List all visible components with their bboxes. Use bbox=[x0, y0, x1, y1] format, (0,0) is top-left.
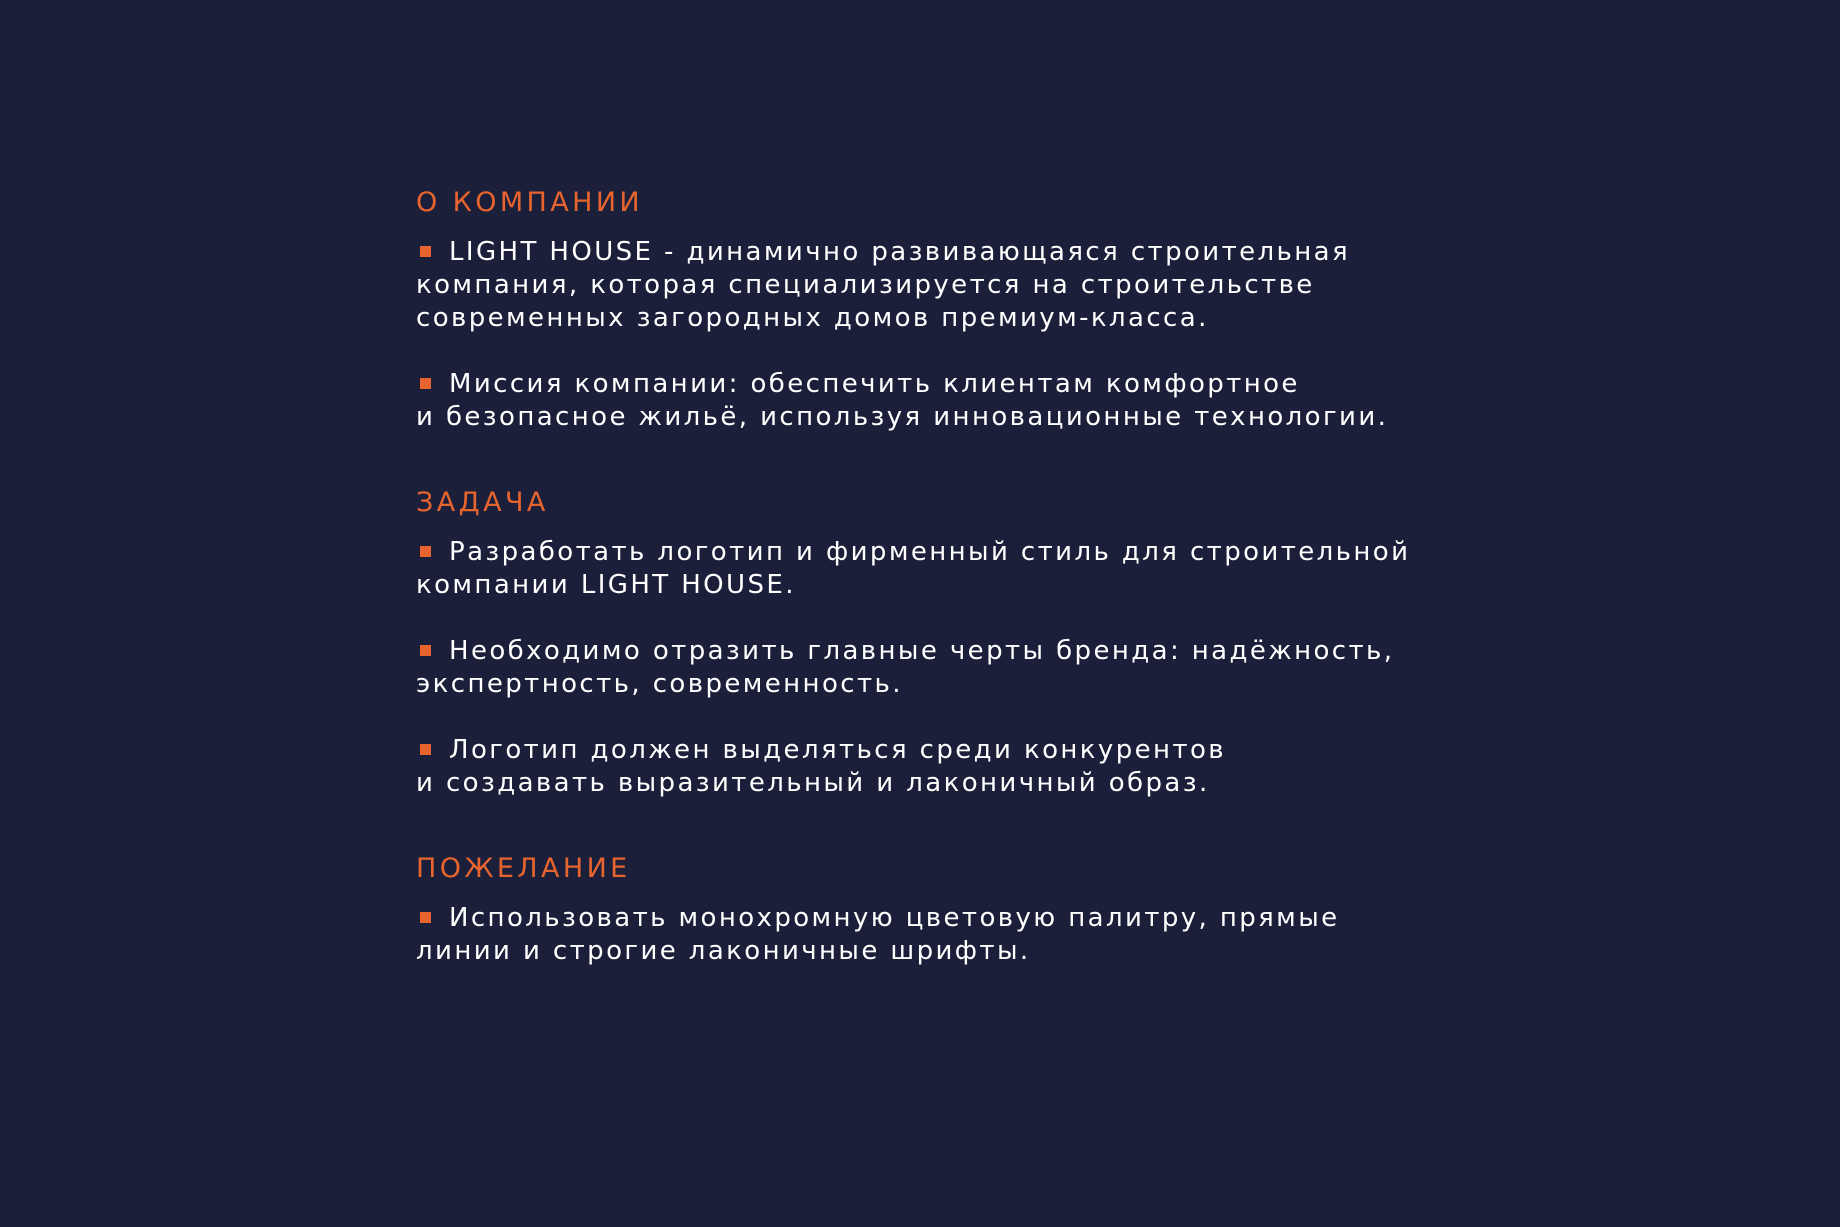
list-item bbox=[416, 902, 1476, 968]
item-line bbox=[416, 536, 1476, 569]
square-bullet-icon bbox=[420, 246, 431, 257]
section-wish bbox=[416, 852, 1476, 968]
section-about-company bbox=[416, 186, 1476, 434]
item-text: Необходимо отразить главные черты бренда: надёжность, bbox=[449, 636, 1395, 666]
item-line: компания, которая специализируется на строительстве bbox=[416, 270, 1315, 300]
item-line: современных загородных домов премиум-класса. bbox=[416, 303, 1209, 333]
item-line bbox=[416, 368, 1476, 401]
list-item bbox=[416, 635, 1476, 701]
item-text: Использовать монохромную цветовую палитру, прямые bbox=[449, 903, 1340, 933]
section-heading: ПОЖЕЛАНИЕ bbox=[416, 853, 631, 884]
list-item bbox=[416, 368, 1476, 434]
item-line bbox=[416, 734, 1476, 767]
item-line bbox=[416, 236, 1476, 269]
section-heading: ЗАДАЧА bbox=[416, 487, 549, 518]
item-line: экспертность, современность. bbox=[416, 669, 903, 699]
item-line: и безопасное жильё, используя инновационные технологии. bbox=[416, 402, 1389, 432]
brief-content bbox=[416, 186, 1476, 968]
section-task bbox=[416, 486, 1476, 800]
list-item bbox=[416, 734, 1476, 800]
item-line bbox=[416, 902, 1476, 935]
item-line: линии и строгие лаконичные шрифты. bbox=[416, 936, 1031, 966]
item-text: LIGHT HOUSE - динамично развивающаяся строительная bbox=[449, 237, 1351, 267]
square-bullet-icon bbox=[420, 378, 431, 389]
square-bullet-icon bbox=[420, 546, 431, 557]
item-text: Разработать логотип и фирменный стиль для строительной bbox=[449, 537, 1411, 567]
square-bullet-icon bbox=[420, 645, 431, 656]
section-heading: О КОМПАНИИ bbox=[416, 187, 644, 218]
square-bullet-icon bbox=[420, 744, 431, 755]
item-line bbox=[416, 635, 1476, 668]
item-line: и создавать выразительный и лаконичный образ. bbox=[416, 768, 1210, 798]
item-line: компании LIGHT HOUSE. bbox=[416, 570, 796, 600]
item-text: Миссия компании: обеспечить клиентам комфортное bbox=[449, 369, 1300, 399]
item-text: Логотип должен выделяться среди конкурентов bbox=[449, 735, 1226, 765]
square-bullet-icon bbox=[420, 912, 431, 923]
list-item bbox=[416, 236, 1476, 335]
list-item bbox=[416, 536, 1476, 602]
